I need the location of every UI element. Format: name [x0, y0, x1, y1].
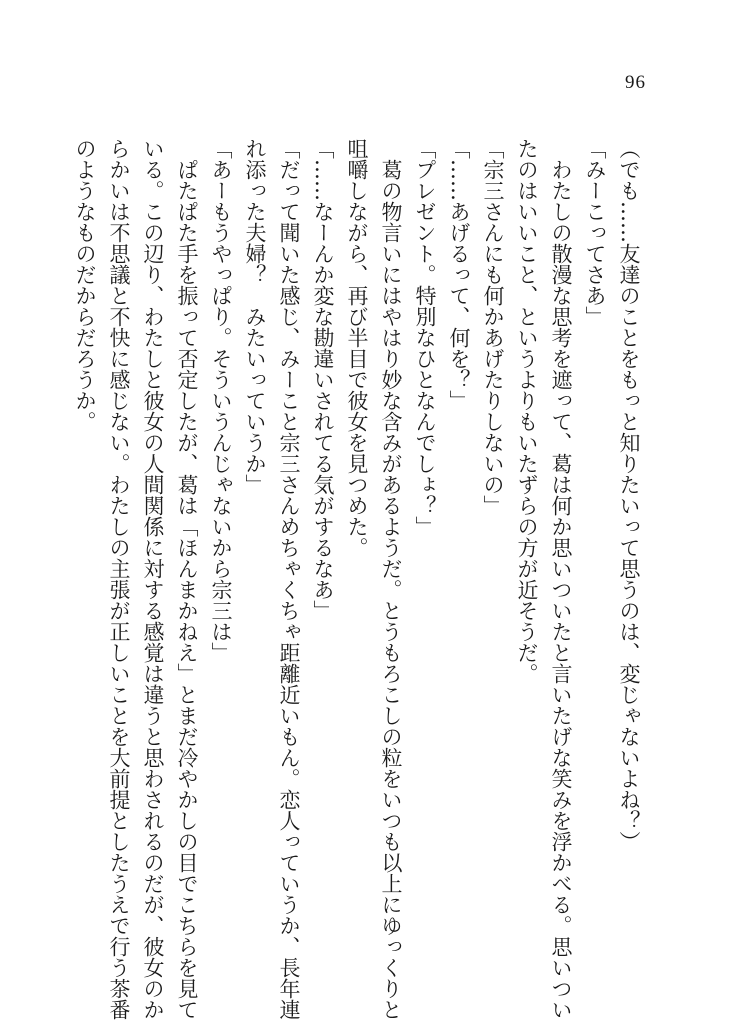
text-line: 「……なーんか変な勘違いされてる気がするなあ」: [311, 138, 335, 621]
text-line: のようなものだからだろうか。: [73, 138, 97, 432]
text-line: 葛の物言いにはやはり妙な含みがあるようだ。とうもろこしの粒をいつも以上にゆっくりと: [379, 138, 403, 1020]
text-line: 「みーこってさあ」: [583, 138, 607, 327]
text-line: たのはいいこと、というよりもいたずらの方が近そうだ。: [515, 138, 539, 684]
text-line: れ添った夫婦？ みたいっていうか」: [243, 138, 267, 495]
page-number: 96: [625, 72, 646, 93]
body-text: [68, 138, 646, 1020]
text-line: 咀嚼しながら、再び半目で彼女を見つめた。: [345, 138, 369, 558]
text-line: いる。この辺り、わたしと彼女の人間関係に対する感覚は違うと思わされるのだが、彼女のか: [141, 138, 165, 1020]
text-line: 「だって聞いた感じ、みーこと宗三さんめちゃくちゃ距離近いもん。恋人っていうか、長年連: [277, 138, 301, 1020]
text-line: らかいは不思議と不快に感じない。わたしの主張が正しいことを大前提としたうえで行う茶番: [107, 138, 131, 1020]
text-line: 「……あげるって、何を？」: [447, 138, 471, 411]
text-line: 「あーもうやっぱり。そういうんじゃないから宗三は」: [209, 138, 233, 663]
text-line: ぱたぱた手を振って否定したが、葛は「ほんまかねえ」とまだ冷やかしの目でこちらを見て: [175, 138, 199, 1020]
text-line: 「宗三さんにも何かあげたりしないの」: [481, 138, 505, 516]
text-line: （でも……友達のことをもっと知りたいって思うのは、変じゃないよね？）: [617, 138, 641, 852]
text-line: わたしの散漫な思考を遮って、葛は何か思いついたと言いたげな笑みを浮かべる。思いつい: [549, 138, 573, 1020]
text-line: 「プレゼント。特別なひとなんでしょ？」: [413, 138, 437, 537]
